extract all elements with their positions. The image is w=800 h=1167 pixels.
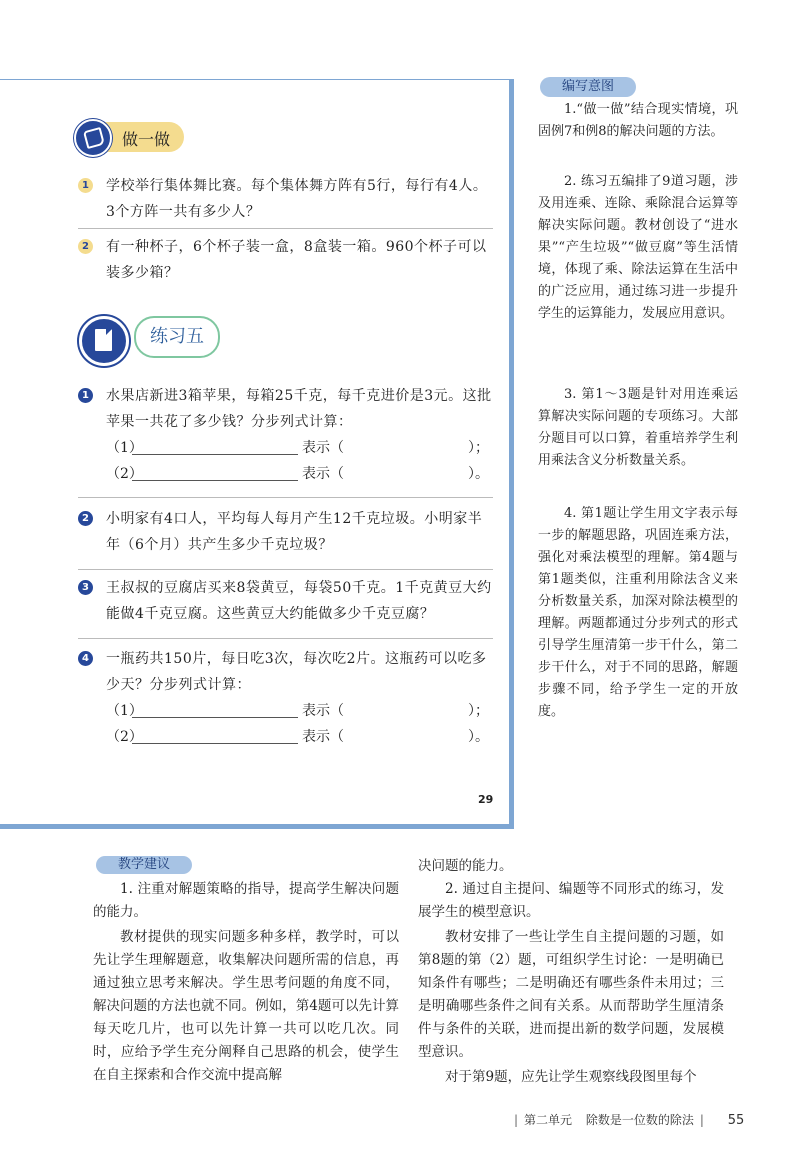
document-icon (79, 316, 129, 366)
sidebar-paragraph: 2. 练习五编排了9道习题，涉及用连乘、连除、乘除混合运算等解决实际问题。教材创设了“进水果”“产生垃圾”“做豆腐”等生活情境，体现了乘、除法运算在生活中的广泛应用，通过练习进一步提升学生的运算能力，发展应用意识。 (538, 174, 738, 321)
commentary-paragraph: 决问题的能力。 (418, 858, 513, 874)
fill-index: （1） (106, 703, 143, 719)
fill-row (78, 435, 493, 461)
divider (78, 569, 493, 570)
fill-index: （1） (106, 440, 143, 456)
answer-blank (132, 717, 298, 718)
fill-label: 表示（ (302, 440, 344, 456)
commentary-heading: 教学建议 (96, 856, 192, 874)
divider (78, 497, 493, 498)
fill-row (78, 698, 493, 724)
zuoyizuo-item (78, 173, 493, 225)
commentary-paragraph: 教材提供的现实问题多种多样，教学时，可以先让学生理解题意，收集解决问题所需的信息，再通过独立思考来解决。学生思考问题的角度不同，解决问题的方法也就不同。例如，第4题可以先计算每天吃几片，也可以先计算一共可以吃几次。同时，应给予学生充分阐释自己思路的机会，使学生在自主探索和合作交流中提高解 (93, 929, 399, 1083)
exercise-number: 3 (78, 580, 93, 595)
divider (78, 228, 493, 229)
item-number: 1 (78, 178, 93, 193)
fill-end: ）。 (468, 466, 489, 482)
fill-index: （2） (106, 729, 143, 745)
sidebar-paragraph: 3. 第1～3题是针对用连乘运算解决实际问题的专项练习。大部分题目可以口算，着重培养学生利用乘法含义分析数量关系。 (538, 387, 738, 468)
answer-blank (132, 480, 298, 481)
fill-row (78, 461, 493, 487)
zuoyizuo-item (78, 234, 493, 286)
fill-end: ）； (468, 440, 489, 456)
exercise-number: 2 (78, 511, 93, 526)
exercise-text: 小明家有4口人，平均每人每月产生12千克垃圾。小明家半年（6个月）共产生多少千克垃圾？ (106, 511, 483, 553)
fill-row (78, 724, 493, 750)
fill-label: 表示（ (302, 703, 344, 719)
pencil-notebook-icon (74, 119, 112, 157)
sidebar-paragraph: 4. 第1题让学生用文字表示每一步的解题思路，巩固连乘方法，强化对乘法模型的理解。第4题与第1题类似，注重利用除法含义来分析数量关系，加深对除法模型的理解。两题都通过分步列式的形式引导学生厘清第一步干什么，第二步干什么，对于不同的思路，解题步骤不同，给予学生一定的开放度。 (538, 506, 738, 719)
footer-page-number: 55 (727, 1113, 745, 1128)
sidebar-paragraph: 1.“做一做”结合现实情境，巩固例7和例8的解决问题的方法。 (538, 102, 738, 139)
exercise-text: 王叔叔的豆腐店买来8袋黄豆，每袋50千克。1千克黄豆大约能做4千克豆腐。这些黄豆大约能做多少千克豆腐？ (106, 580, 492, 622)
answer-blank (132, 743, 298, 744)
item-text: 学校举行集体舞比赛。每个集体舞方阵有5行，每行有4人。3个方阵一共有多少人？ (106, 178, 488, 220)
fill-index: （2） (106, 466, 143, 482)
exercise-1 (78, 383, 493, 487)
commentary-paragraph: 教材安排了一些让学生自主提问题的习题，如第8题的第（2）题，可组织学生讨论：一是明确已知条件有哪些；二是明确还有哪些条件未用过；三是明确哪些条件之间有关系。从而帮助学生厘清条件与条件的关联，进而提出新的数学问题，发展模型意识。 (418, 929, 724, 1060)
exercise-number: 4 (78, 651, 93, 666)
divider (78, 638, 493, 639)
item-number: 2 (78, 239, 93, 254)
footer-title: 除数是一位数的除法 (585, 1113, 694, 1127)
zuoyizuo-title: 做一做 (122, 130, 171, 149)
exercise-number: 1 (78, 388, 93, 403)
exercise-3 (78, 575, 493, 627)
lianxi-title: 练习五 (134, 316, 220, 358)
commentary-paragraph: 对于第9题，应先让学生观察线段图里每个 (445, 1069, 697, 1085)
textbook-page (0, 79, 514, 829)
fill-label: 表示（ (302, 729, 344, 745)
fill-label: 表示（ (302, 466, 344, 482)
textbook-page-number: 29 (478, 793, 494, 806)
commentary-paragraph: 1. 注重对解题策略的指导，提高学生解决问题的能力。 (93, 881, 399, 920)
footer-unit: 第二单元 (524, 1113, 573, 1127)
page-footer: | 第二单元 除数是一位数的除法 | 55 (514, 1113, 745, 1128)
sidebar-heading: 编写意图 (540, 77, 636, 97)
commentary-paragraph: 2. 通过自主提问、编题等不同形式的练习，发展学生的模型意识。 (418, 881, 724, 920)
zuoyizuo-header (78, 122, 184, 152)
exercise-text: 一瓶药共150片，每日吃3次，每次吃2片。这瓶药可以吃多少天？分步列式计算： (106, 651, 487, 693)
item-text: 有一种杯子，6个杯子装一盒，8盒装一箱。960个杯子可以装多少箱？ (106, 239, 487, 281)
exercise-4 (78, 646, 493, 750)
exercise-text: 水果店新进3箱苹果，每箱25千克，每千克进价是3元。这批苹果一共花了多少钱？分步列式计算： (106, 388, 492, 430)
exercise-2 (78, 506, 493, 558)
fill-end: ）。 (468, 729, 489, 745)
answer-blank (132, 454, 298, 455)
fill-end: ）； (468, 703, 489, 719)
